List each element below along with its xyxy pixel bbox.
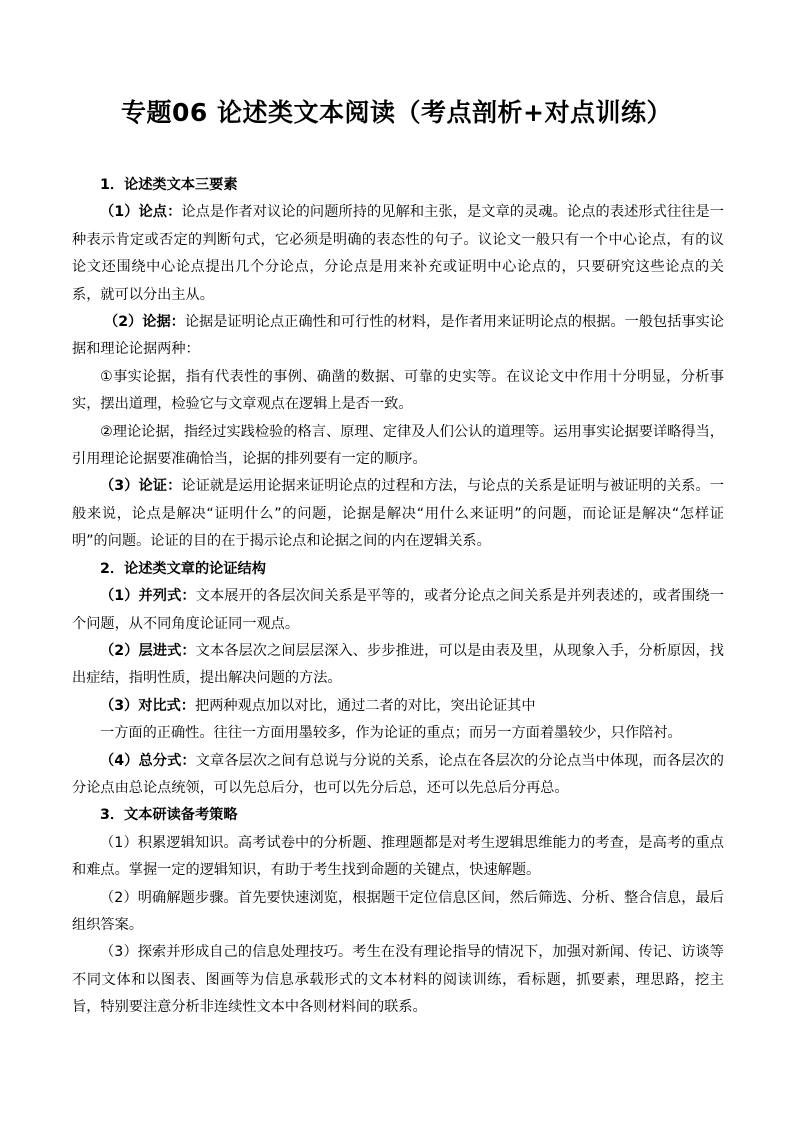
paragraph-evidence: [72, 309, 724, 364]
term-label: （2）层进式：: [100, 642, 196, 659]
paragraph-text: 论点是作者对议论的问题所持的见解和主张，是文章的灵魂。论点的表述形式往往是一种表示肯定或否定的判断句式，它必须是明确的表态性的句子。议论文一般只有一个中心论点，有的议论文还围绕中心论点提出几个分论点，分论点是用来补充或证明中心论点的，只要研究这些论点的关系，就可以分出主从。: [72, 204, 724, 303]
term-label: （1）并列式：: [100, 588, 196, 605]
paragraph-strategy-3: （3）探索并形成自己的信息处理技巧。考生在没有理论指导的情况下，加强对新闻、传记、访谈等不同文体和以图表、图画等为信息承载形式的文本材料的阅读训练，看标题，抓要素，理思路，挖主旨，特别要注意分析非连续性文本中各则材料间的联系。: [72, 944, 724, 1016]
paragraph-contrast-continued: 一方面的正确性。往往一方面用墨较多，作为论证的重点；而另一方面着墨较少，只作陪衬。: [100, 725, 682, 742]
term-label: （3）论证：: [100, 478, 182, 495]
list-item-fact-evidence: ①事实论据，指有代表性的事例、确凿的数据、可靠的史实等。在议论文中作用十分明显，分析事实，摆出道理，检验它与文章观点在逻辑上是否一致。: [72, 368, 724, 413]
paragraph-text: 论证就是运用论据来证明论点的过程和方法，与论点的关系是证明与被证明的关系。一般来说，论点是解决“证明什么”的问题，论据是解决“用什么来证明”的问题，而论证是解决“怎样证明”的问题。论证的目的在于揭示论点和论据之间的内在逻辑关系。: [72, 478, 724, 550]
list-item-theory-evidence: ②理论论据，指经过实践检验的格言、原理、定律及人们公认的道理等。运用事实论据要详略得当，引用理论论据要准确恰当，论据的排列要有一定的顺序。: [72, 423, 724, 468]
section-heading-2: 2．论述类文章的论证结构: [100, 560, 266, 577]
paragraph-thesis: [72, 199, 724, 309]
paragraph-argumentation: [72, 473, 724, 555]
paragraph-strategy-1: （1）积累逻辑知识。高考试卷中的分析题、推理题都是对考生逻辑思维能力的考查，是高考的重点和难点。掌握一定的逻辑知识，有助于考生找到命题的关键点，快速解题。: [72, 834, 724, 879]
term-label: （3）对比式：: [100, 697, 195, 714]
paragraph-text: 文章各层次之间有总说与分说的关系，论点在各层次的分论点当中体现，而各层次的分论点由总论点统领，可以先总后分，也可以先分后总，还可以先总后分再总。: [72, 752, 724, 796]
paragraph-text: 文本各层次之间层层深入、步步推进，可以是由表及里，从现象入手，分析原因，找出症结，指明性质，提出解决问题的方法。: [72, 642, 724, 687]
paragraph-general-specific: [72, 748, 724, 803]
section-heading-1: 1．论述类文本三要素: [100, 177, 238, 193]
paragraph-text: 文本展开的各层次间关系是平等的，或者分论点之间关系是并列表述的，或者围绕一个问题，从不同角度论证同一观点。: [72, 588, 724, 632]
paragraph-text: 把两种观点加以对比，通过二者的对比，突出论证其中: [195, 697, 536, 714]
paragraph-contrast: [72, 693, 724, 720]
paragraph-text: 论据是证明论点正确性和可行性的材料，是作者用来证明论点的根据。一般包括事实论据和理论论据两种：: [72, 314, 724, 358]
document-body: [72, 172, 724, 1022]
paragraph-strategy-2: （2）明确解题步骤。首先要快速浏览，根据题干定位信息区间，然后筛选、分析、整合信息，最后组织答案。: [72, 889, 724, 933]
paragraph-progressive: [72, 638, 724, 693]
page-title: 专题06 论述类文本阅读（考点剖析+对点训练）: [121, 98, 672, 127]
term-label: （2）论据：: [104, 314, 185, 331]
term-label: （4）总分式：: [100, 752, 196, 769]
paragraph-parallel: [72, 583, 724, 638]
section-heading-3: 3．文本研读备考策略: [100, 807, 238, 824]
term-label: （1）论点：: [100, 204, 182, 221]
